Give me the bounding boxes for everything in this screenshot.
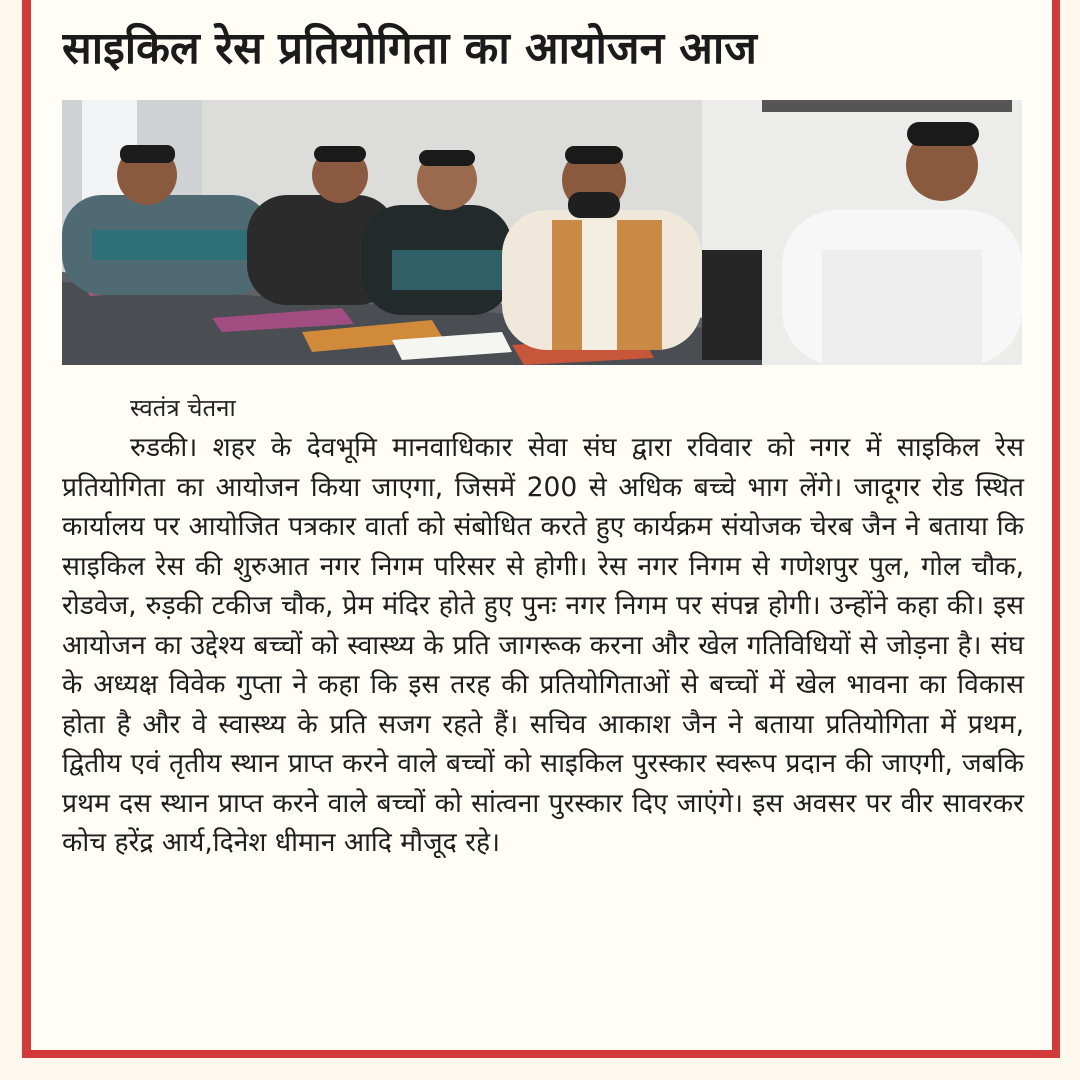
article-headline: साइकिल रेस प्रतियोगिता का आयोजन आज — [62, 23, 757, 74]
article-byline: स्वतंत्र चेतना — [130, 394, 236, 422]
press-conference-photo — [62, 100, 1022, 365]
article-body: रुडकी। शहर के देवभूमि मानवाधिकार सेवा संघ द्वारा रविवार को नगर में साइकिल रेस प्रतियोगिता का आयोजन किया जाएगा, जिसमें 200 से अधिक बच्चे भाग लेंगे। जादूगर रोड स्थित कार्यालय पर आयोजित पत्रकार वार्ता को संबोधित करते हुए कार्यक्रम संयोजक चेरब जैन ने बताया कि साइकिल रेस की शुरुआत नगर निगम परिसर से होगी। रेस नगर निगम से गणेशपुर पुल, गोल चौक, रोडवेज, रुड़की टकीज चौक, प्रेम मंदिर होते हुए पुनः नगर निगम पर संपन्न होगी। उन्होंने कहा की। इस आयोजन का उद्देश्य बच्चों को स्वास्थ्य के प्रति जागरूक करना और खेल गतिविधियों से जोड़ना है। संघ के अध्यक्ष विवेक गुप्ता ने कहा कि इस तरह की प्रतियोगिताओं से बच्चों में खेल भावना का विकास होता है और वे स्वास्थ्य के प्रति सजग रहते हैं। सचिव आकाश जैन ने बताया प्रतियोगिता में प्रथम, द्वितीय एवं तृतीय स्थान प्राप्त करने वाले बच्चों को साइकिल पुरस्कार स्वरूप प्रदान की जाएगी, जबकि प्रथम दस स्थान प्राप्त करने वाले बच्चों को सांत्वना पुरस्कार दिए जाएंगे। इस अवसर पर वीर सावरकर कोच हरेंद्र आर्य,दिनेश धीमान आदि मौजूद रहे। — [62, 432, 1024, 858]
left-border-rule — [22, 0, 31, 1058]
right-border-rule — [1052, 0, 1060, 1058]
bottom-border-rule — [22, 1050, 1060, 1058]
